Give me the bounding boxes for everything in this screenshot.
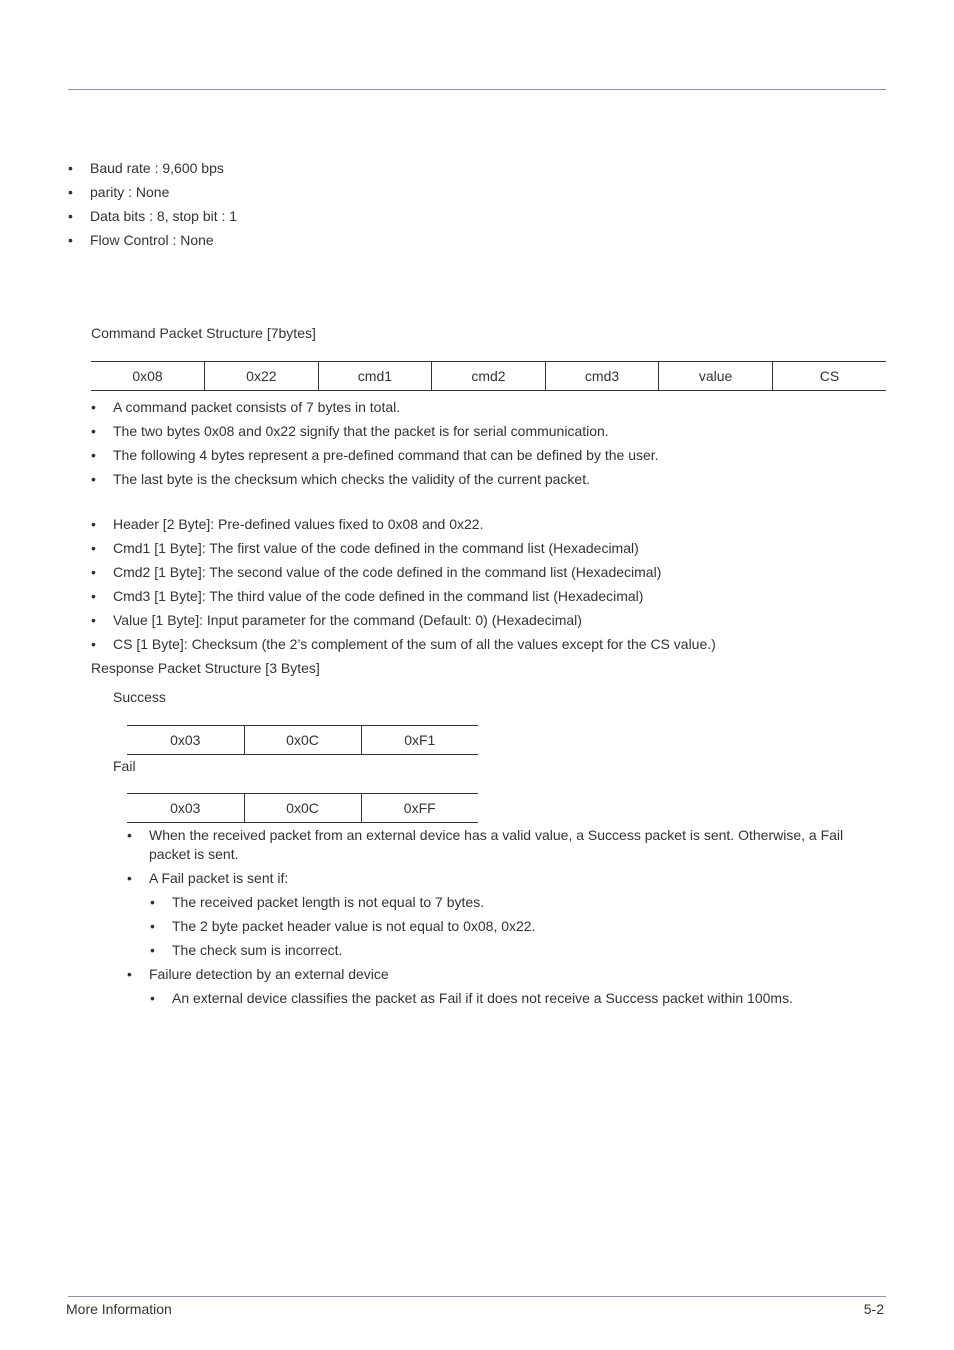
list-item-text: Cmd3 [1 Byte]: The third value of the code defined in the command list (Hexadecimal) [113, 588, 644, 604]
success-label: Success [113, 689, 166, 705]
table-row [91, 362, 886, 391]
command-packet-table [91, 361, 886, 391]
list-item [68, 184, 170, 200]
list-item [127, 966, 389, 982]
list-item-text: The check sum is incorrect. [172, 942, 343, 958]
list-item-text-continued: packet is sent. [149, 846, 239, 862]
list-item [127, 827, 844, 862]
bullet: • [150, 918, 155, 934]
list-item [68, 232, 214, 248]
bullet: • [127, 827, 132, 843]
bullet: • [150, 942, 155, 958]
table-cell: 0xFF [361, 794, 478, 823]
table-cell: cmd1 [318, 362, 432, 391]
list-item [91, 540, 639, 556]
bullet: • [91, 564, 96, 580]
bullet: • [91, 540, 96, 556]
list-item-text: A Fail packet is sent if: [149, 870, 289, 886]
list-item-text: A command packet consists of 7 bytes in total. [113, 399, 401, 415]
list-item [91, 516, 484, 532]
bullet: • [127, 870, 132, 886]
table-cell: cmd2 [432, 362, 546, 391]
bullet: • [68, 232, 73, 248]
list-item-text: When the received packet from an external device has a valid value, a Success packet is sent. Otherwise, a Fail [149, 827, 844, 843]
list-item-text: CS [1 Byte]: Checksum (the 2’s complement of the sum of all the values except for the CS value.) [113, 636, 716, 652]
footer-section-title: More Information [66, 1301, 172, 1317]
list-item [91, 423, 609, 439]
bullet: • [68, 160, 73, 176]
bullet: • [91, 588, 96, 604]
table-row [127, 726, 478, 755]
fail-label: Fail [113, 758, 136, 774]
list-item-text: The received packet length is not equal to 7 bytes. [172, 894, 485, 910]
list-item-text: The 2 byte packet header value is not equal to 0x08, 0x22. [172, 918, 536, 934]
list-item-text: parity : None [90, 184, 170, 200]
bullet: • [68, 208, 73, 224]
table-cell: cmd3 [545, 362, 659, 391]
table-row [127, 794, 478, 823]
success-packet-table [127, 725, 478, 755]
list-item-text: Value [1 Byte]: Input parameter for the command (Default: 0) (Hexadecimal) [113, 612, 582, 628]
sub-list-item [150, 990, 793, 1006]
list-item-text: Baud rate : 9,600 bps [90, 160, 224, 176]
bullet: • [91, 612, 96, 628]
page-number: 5-2 [863, 1301, 884, 1317]
fail-packet-table [127, 793, 478, 823]
list-item [91, 399, 401, 415]
list-item-text: Failure detection by an external device [149, 966, 389, 982]
bullet: • [68, 184, 73, 200]
bullet: • [91, 399, 96, 415]
table-cell: 0x03 [127, 726, 244, 755]
list-item-text: An external device classifies the packet as Fail if it does not receive a Success packet within 100ms. [172, 990, 793, 1006]
table-cell: 0xF1 [361, 726, 478, 755]
bullet: • [91, 423, 96, 439]
list-item [127, 870, 289, 886]
list-item [91, 612, 582, 628]
list-item-text: Data bits : 8, stop bit : 1 [90, 208, 238, 224]
table-cell: 0x0C [244, 726, 361, 755]
list-item [91, 588, 644, 604]
list-item-text: The last byte is the checksum which checks the validity of the current packet. [113, 471, 590, 487]
response-packet-title: Response Packet Structure [3 Bytes] [91, 660, 320, 676]
list-item-text: Cmd2 [1 Byte]: The second value of the code defined in the command list (Hexadecimal) [113, 564, 662, 580]
list-item [68, 160, 224, 176]
table-cell: 0x08 [91, 362, 205, 391]
list-item [68, 208, 238, 224]
bullet: • [91, 516, 96, 532]
footer-rule [68, 1296, 886, 1297]
list-item-text: Header [2 Byte]: Pre-defined values fixed to 0x08 and 0x22. [113, 516, 484, 532]
list-item-text: The following 4 bytes represent a pre-defined command that can be defined by the user. [113, 447, 659, 463]
list-item [91, 636, 716, 652]
table-cell: 0x03 [127, 794, 244, 823]
bullet: • [127, 966, 132, 982]
bullet: • [91, 636, 96, 652]
sub-list-item [150, 918, 536, 934]
bullet: • [91, 471, 96, 487]
sub-list-item [150, 894, 485, 910]
bullet: • [150, 894, 155, 910]
list-item-text: The two bytes 0x08 and 0x22 signify that the packet is for serial communication. [113, 423, 609, 439]
list-item-text: Cmd1 [1 Byte]: The first value of the code defined in the command list (Hexadecimal) [113, 540, 639, 556]
command-packet-title: Command Packet Structure [7bytes] [91, 325, 316, 341]
bullet: • [91, 447, 96, 463]
table-cell: 0x0C [244, 794, 361, 823]
sub-list-item [150, 942, 343, 958]
list-item-text: Flow Control : None [90, 232, 214, 248]
header-rule [68, 89, 886, 90]
list-item [91, 564, 662, 580]
table-cell: CS [772, 362, 886, 391]
list-item [91, 471, 590, 487]
bullet: • [150, 990, 155, 1006]
table-cell: 0x22 [205, 362, 319, 391]
table-cell: value [659, 362, 773, 391]
list-item [91, 447, 659, 463]
